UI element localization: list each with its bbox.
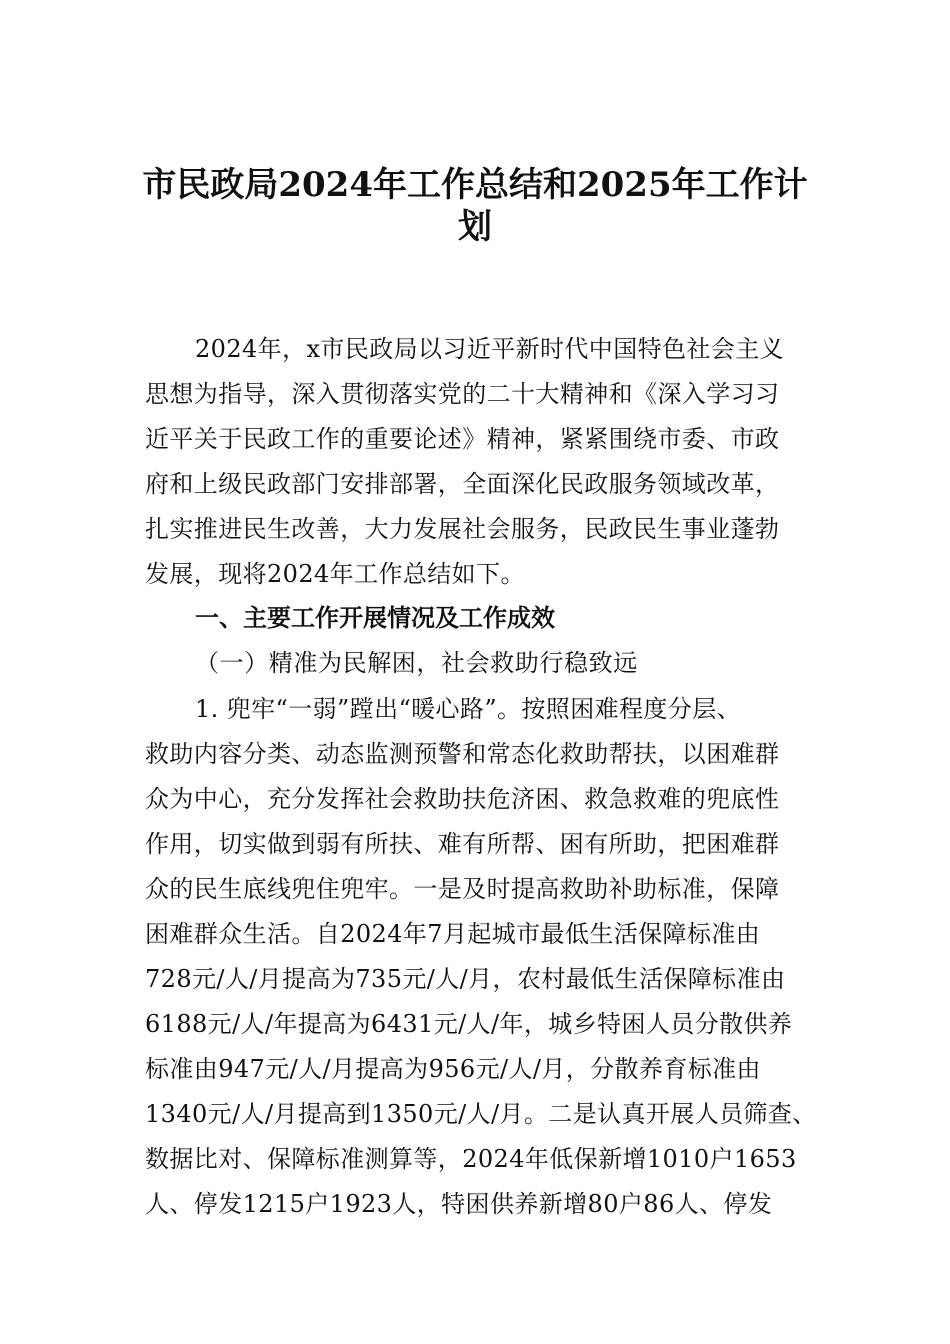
paragraph-line: 众的民生底线兜住兜牢。一是及时提高救助补助标准，保障 xyxy=(145,875,780,903)
section-heading: 一、主要工作开展情况及工作成效 xyxy=(195,604,555,632)
paragraph-line: 作用，切实做到弱有所扶、难有所帮、困有所助，把困难群 xyxy=(145,830,780,858)
paragraph-line: 救助内容分类、动态监测预警和常态化救助帮扶，以困难群 xyxy=(145,740,780,768)
subsection-heading: （一）精准为民解困，社会救助行稳致远 xyxy=(195,649,638,677)
paragraph-line: 6188元/人/年提高为6431元/人/年，城乡特困人员分散供养 xyxy=(145,1010,793,1038)
paragraph-line: 思想为指导，深入贯彻落实党的二十大精神和《深入学习习 xyxy=(145,380,780,408)
paragraph-line: 近平关于民政工作的重要论述》精神，紧紧围绕市委、市政 xyxy=(145,425,780,453)
paragraph-line: 众为中心，充分发挥社会救助扶危济困、救急救难的兜底性 xyxy=(145,785,780,813)
paragraph-line: 扎实推进民生改善，大力发展社会服务，民政民生事业蓬勃 xyxy=(145,515,780,543)
paragraph-line: 府和上级民政部门安排部署，全面深化民政服务领域改革， xyxy=(145,470,780,498)
paragraph-line: 发展，现将2024年工作总结如下。 xyxy=(145,560,525,588)
paragraph-line: 1340元/人/月提高到1350元/人/月。二是认真开展人员筛查、 xyxy=(145,1100,817,1128)
paragraph-line: 人、停发1215户1923人，特困供养新增80户86人、停发 xyxy=(145,1190,773,1218)
paragraph-line: 数据比对、保障标准测算等，2024年低保新增1010户1653 xyxy=(145,1145,797,1173)
paragraph-line: 728元/人/月提高为735元/人/月，农村最低生活保障标准由 xyxy=(145,965,786,993)
document-title-line-2: 划 xyxy=(458,207,492,247)
paragraph-line: 2024年，x市民政局以习近平新时代中国特色社会主义 xyxy=(195,335,785,363)
paragraph-line: 1. 兜牢“一弱”蹚出“暖心路”。按照困难程度分层、 xyxy=(195,695,742,723)
paragraph-line: 标准由947元/人/月提高为956元/人/月，分散养育标准由 xyxy=(145,1055,761,1083)
paragraph-line: 困难群众生活。自2024年7月起城市最低生活保障标准由 xyxy=(145,920,761,948)
document-title-line-1: 市民政局2024年工作总结和2025年工作计 xyxy=(142,165,808,205)
